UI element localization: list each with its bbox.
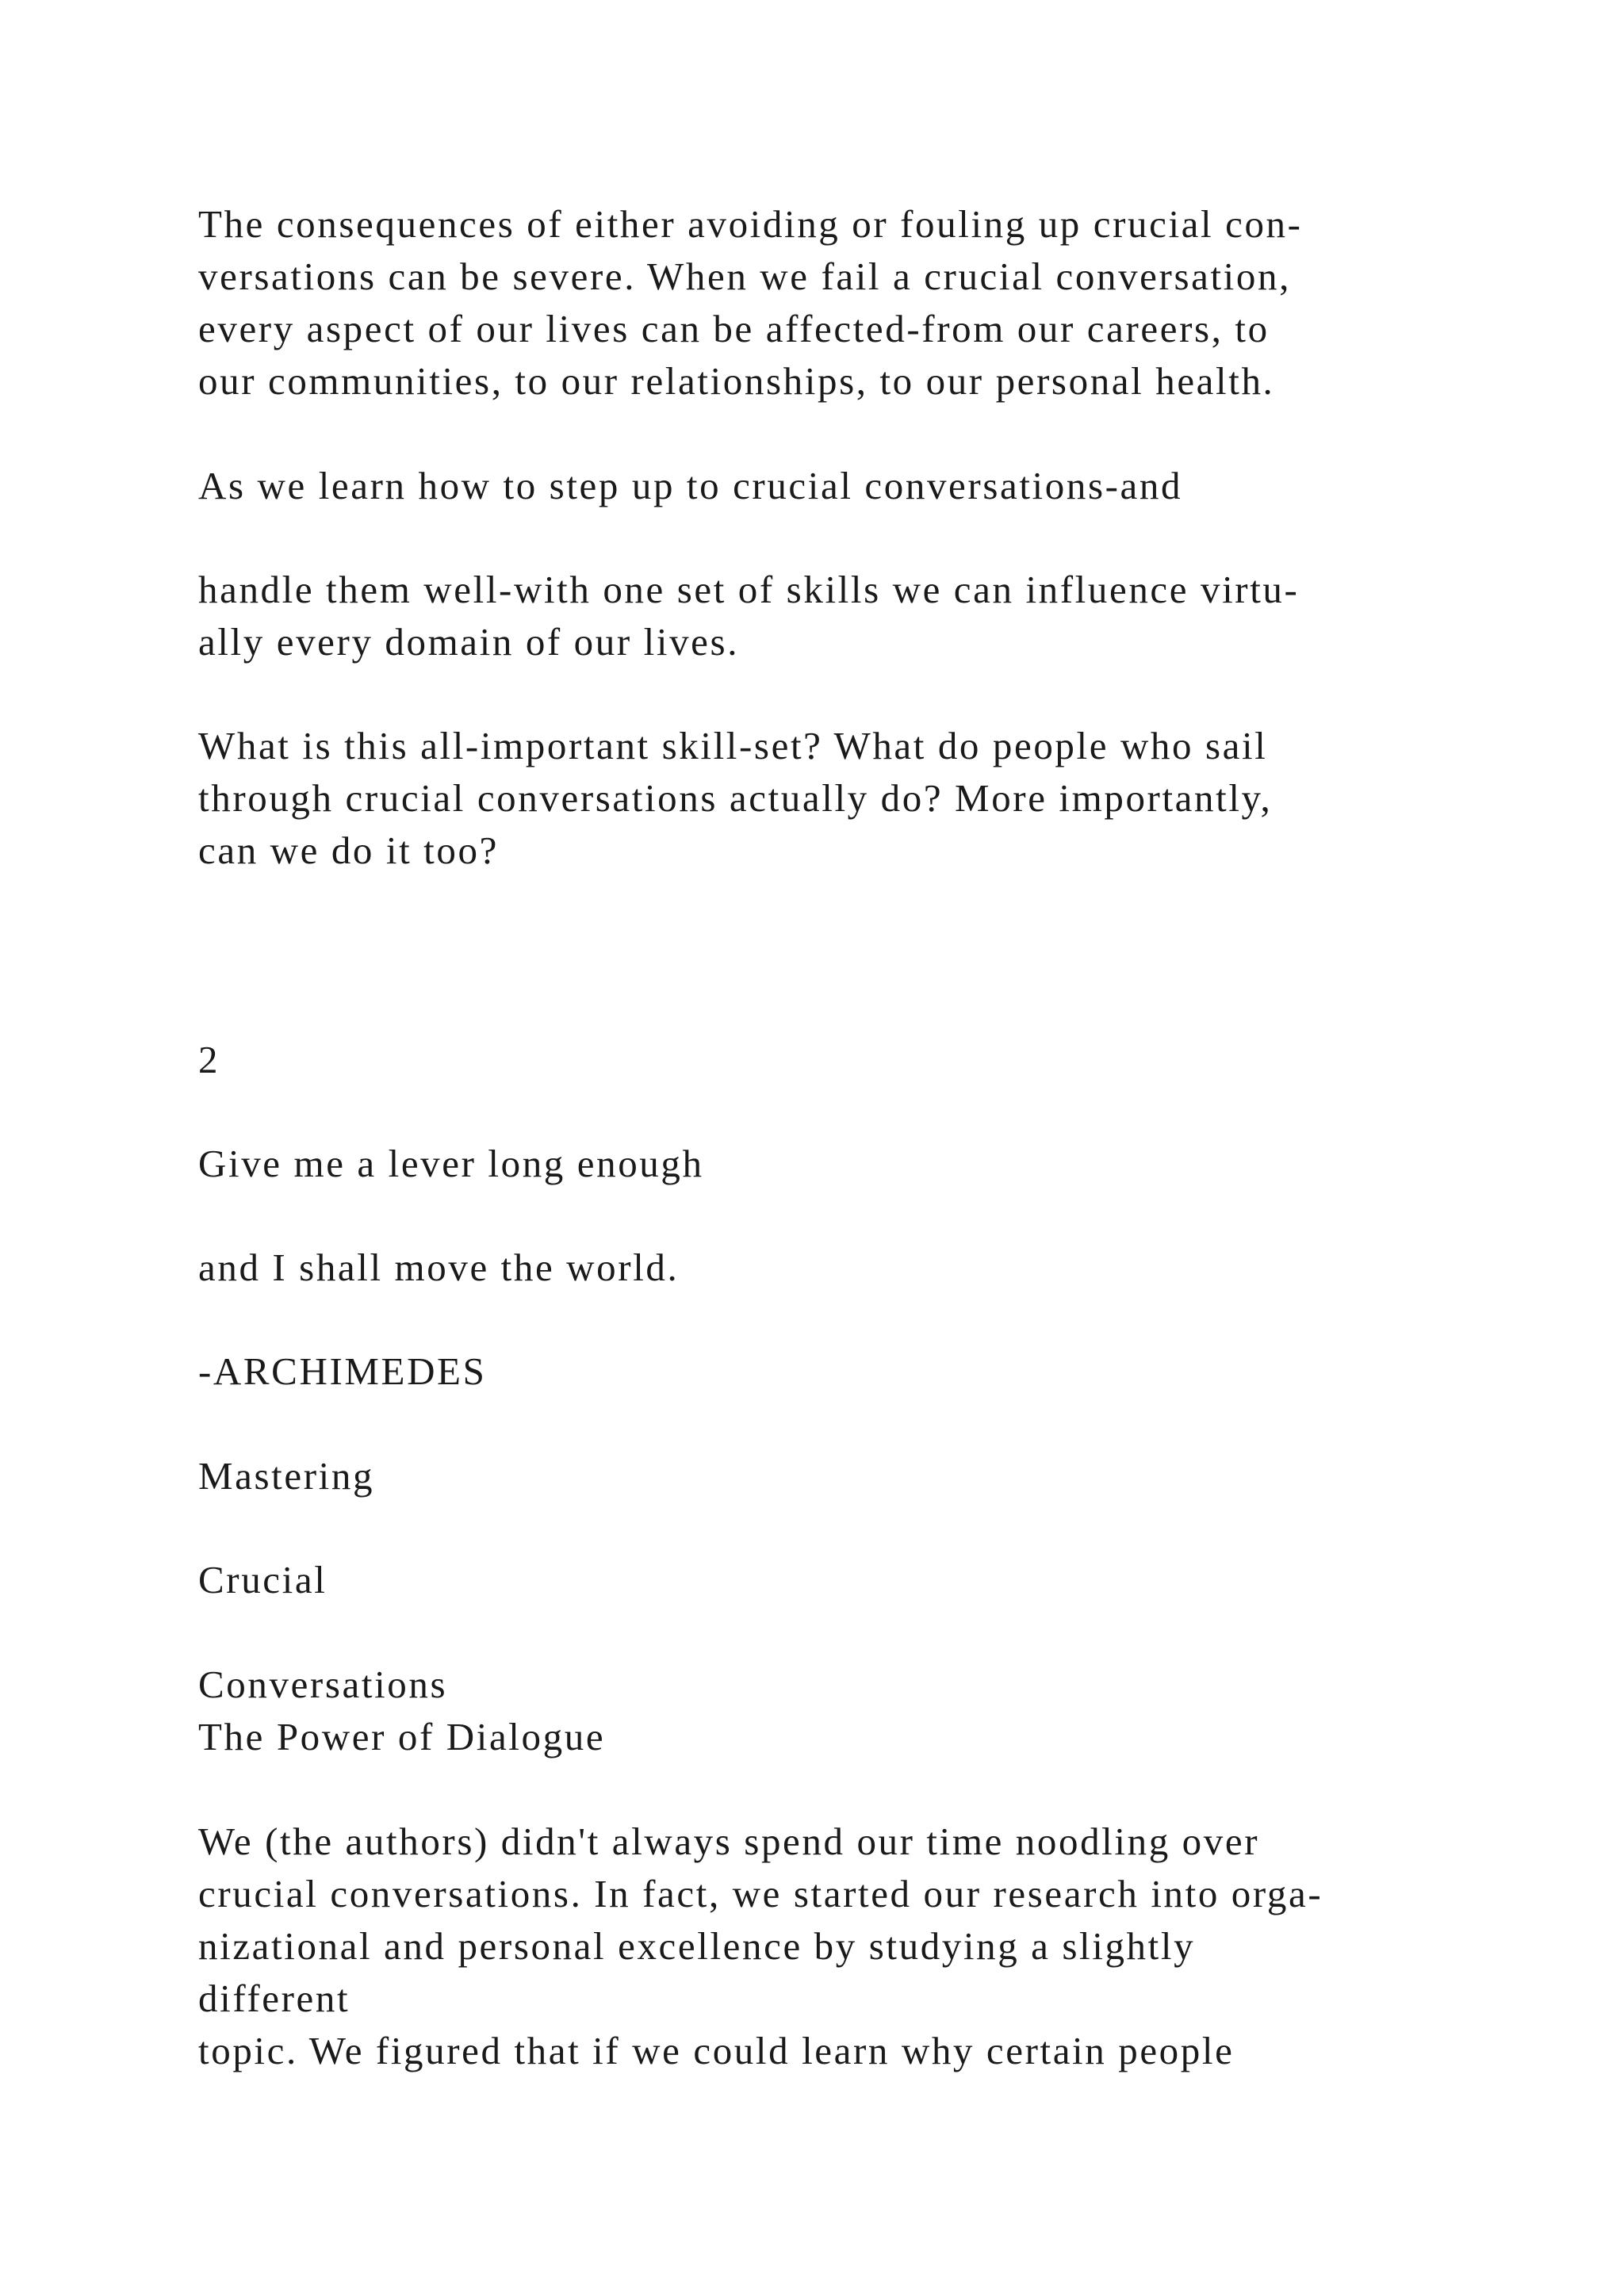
paragraph-4-line-2: through crucial conversations actually do? More importantly,	[198, 776, 1273, 820]
paragraph-1-line-2: versations can be severe. When we fail a crucial conversation,	[198, 254, 1291, 298]
paragraph-4-line-3: can we do it too?	[198, 828, 499, 872]
paragraph-5-line-2: crucial conversations. In fact, we started our research into orga-	[198, 1872, 1323, 1915]
paragraph-5-line-3: nizational and personal excellence by studying a slightly	[198, 1924, 1196, 1968]
chapter-title-word-1: Mastering	[198, 1454, 375, 1498]
epigraph-line-2: and I shall move the world.	[198, 1246, 680, 1289]
paragraph-1-line-4: our communities, to our relationships, to our personal health.	[198, 359, 1275, 403]
paragraph-5-line-4: different	[198, 1976, 350, 2020]
chapter-title-word-2: Crucial	[198, 1558, 327, 1601]
chapter-title-word-3: Conversations	[198, 1663, 448, 1706]
epigraph-line-1: Give me a lever long enough	[198, 1142, 704, 1185]
paragraph-3-line-2: ally every domain of our lives.	[198, 620, 740, 664]
paragraph-5-line-5: topic. We figured that if we could learn why certain people	[198, 2029, 1235, 2072]
paragraph-1-line-1: The consequences of either avoiding or fouling up crucial con-	[198, 202, 1303, 246]
paragraph-4-line-1: What is this all-important skill-set? What do people who sail	[198, 724, 1268, 767]
paragraph-3-line-1: handle them well-with one set of skills we can influence virtu-	[198, 568, 1300, 611]
paragraph-5-line-1: We (the authors) didn't always spend our time noodling over	[198, 1820, 1260, 1863]
chapter-subtitle: The Power of Dialogue	[198, 1715, 606, 1758]
paragraph-1-line-3: every aspect of our lives can be affected-from our careers, to	[198, 307, 1270, 350]
chapter-number: 2	[198, 1038, 220, 1081]
paragraph-2-line-1: As we learn how to step up to crucial conversations-and	[198, 464, 1183, 507]
epigraph-attribution: -ARCHIMEDES	[198, 1349, 487, 1393]
